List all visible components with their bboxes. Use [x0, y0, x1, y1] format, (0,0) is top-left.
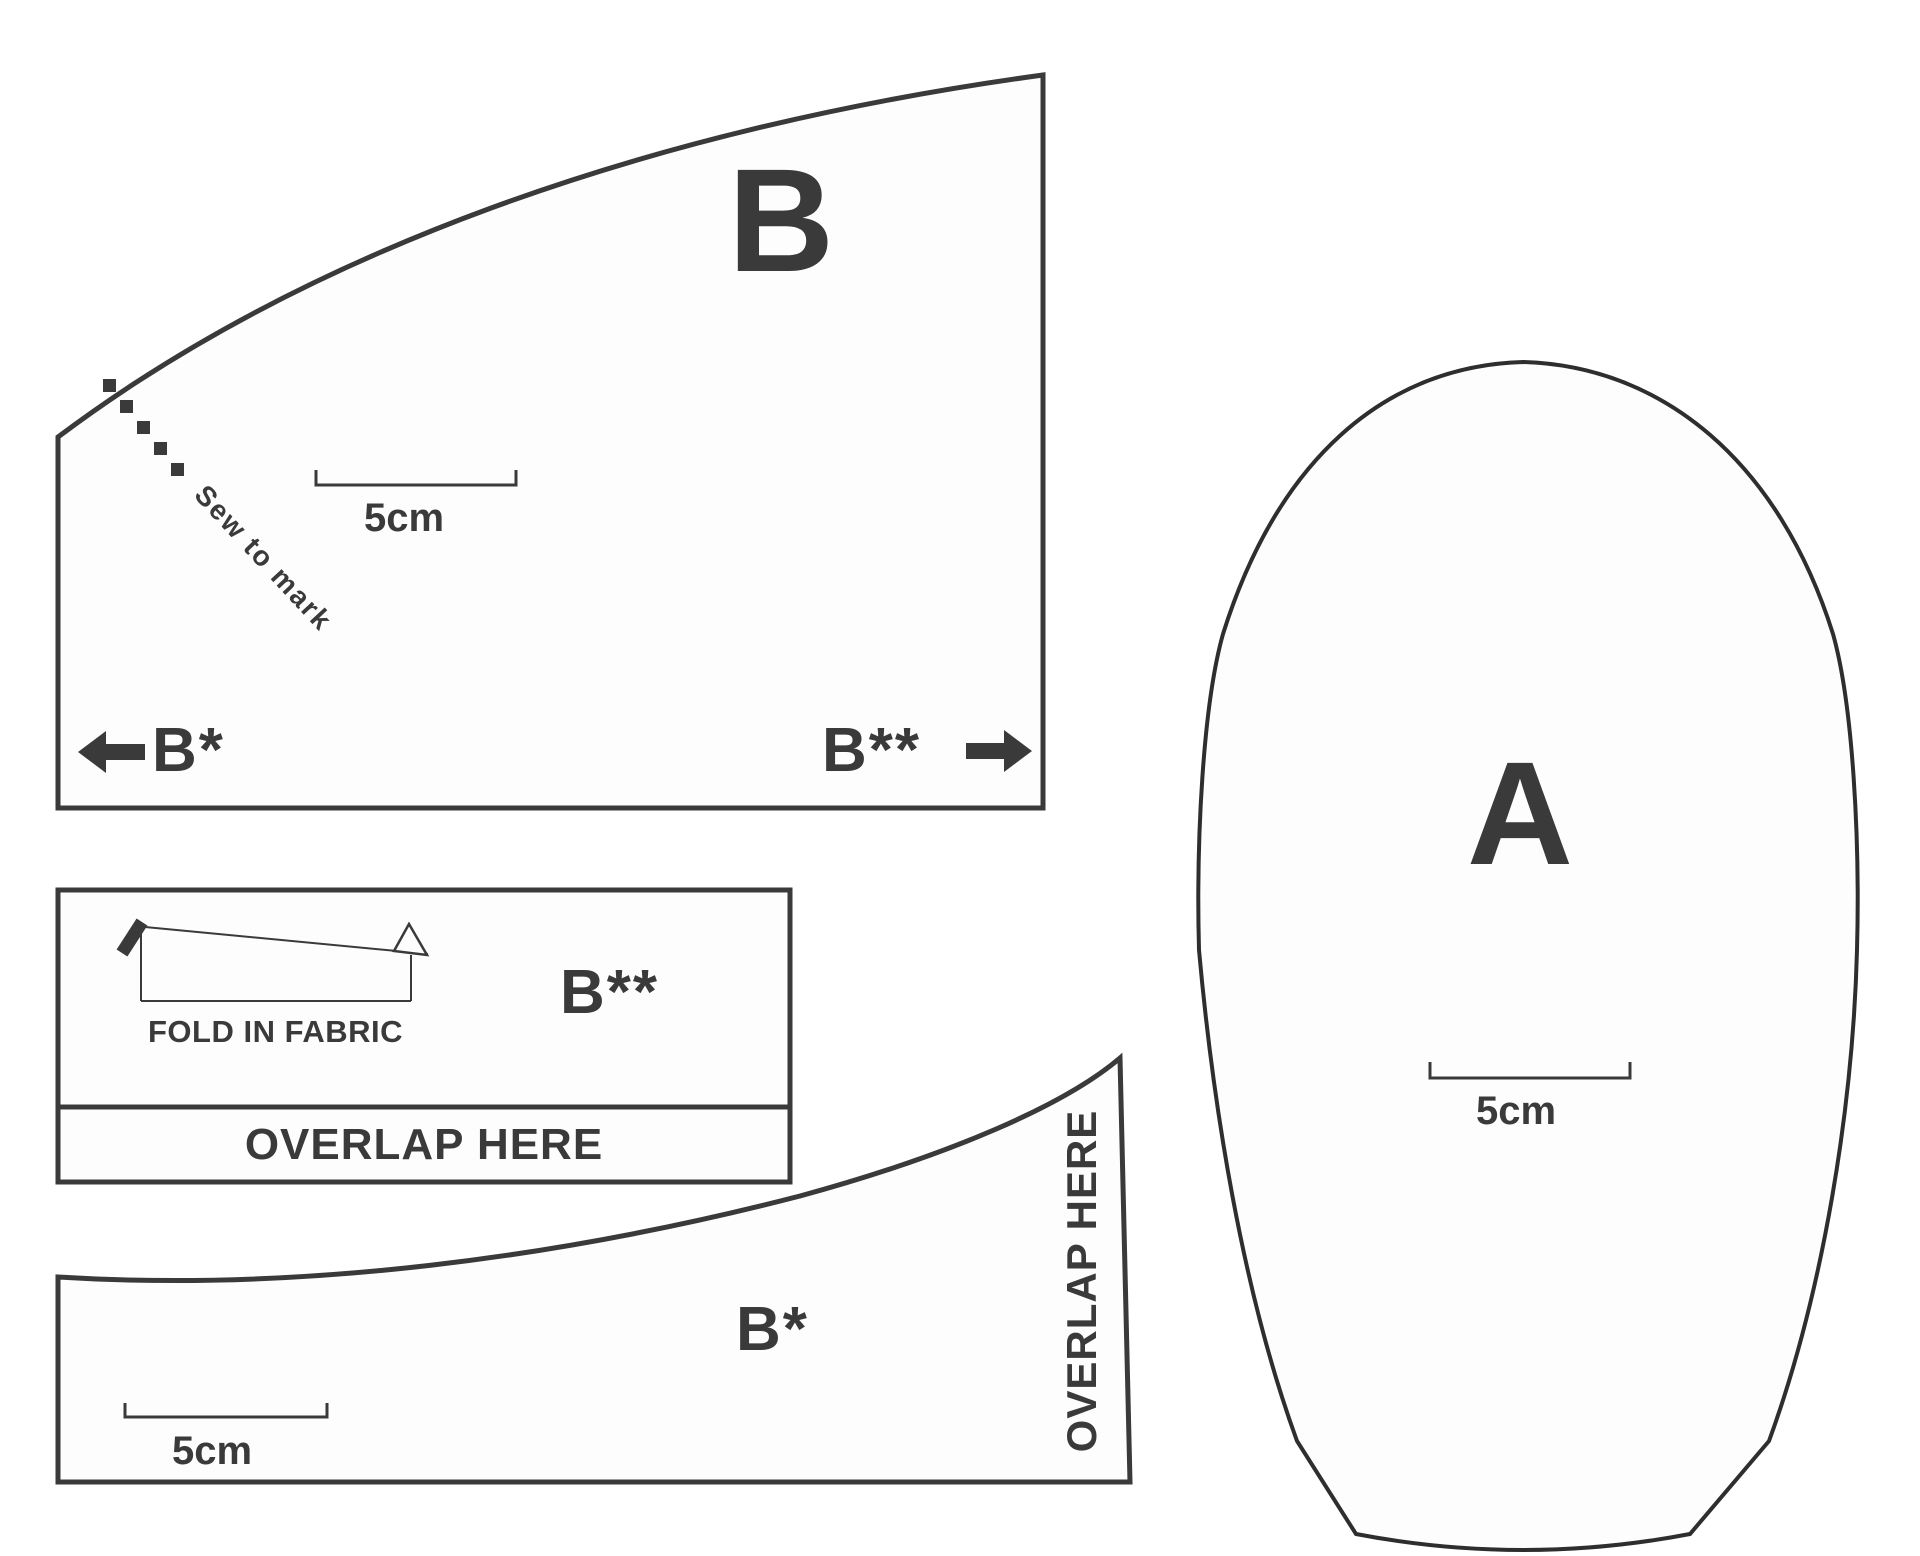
piece-b-right-edge-label: B** [822, 716, 922, 785]
fold-in-fabric-note: FOLD IN FABRIC [148, 1014, 403, 1049]
piece-b-star-label: B* [736, 1295, 809, 1364]
overlap-here-strip-label: OVERLAP HERE [244, 1120, 604, 1169]
sew-to-mark-note: Sew to mark [188, 478, 339, 637]
piece-a-outline [1198, 362, 1857, 1550]
piece-b-double-star-label: B** [560, 958, 660, 1027]
piece-b-left-edge-label: B* [152, 716, 225, 785]
piece-b-outline [58, 75, 1043, 808]
piece-b-scale-label: 5cm [363, 496, 445, 540]
overlap-here-vertical-label: OVERLAP HERE [1058, 1109, 1105, 1453]
piece-b-label: B [728, 139, 835, 303]
piece-b-star-scale-label: 5cm [171, 1429, 253, 1473]
piece-a-scale-label: 5cm [1475, 1089, 1557, 1133]
piece-a-label: A [1466, 732, 1574, 896]
